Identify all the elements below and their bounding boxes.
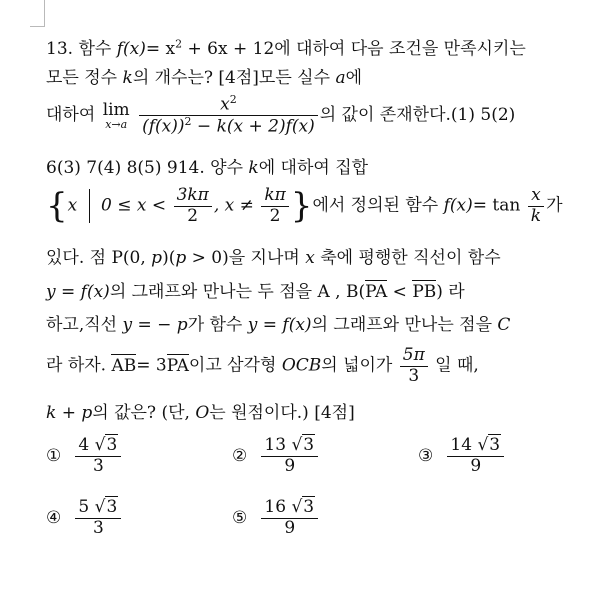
problem-line-3 [46, 94, 515, 137]
math-fx: f(x) [116, 39, 146, 59]
problem-number: 13. [46, 39, 74, 59]
limit-operator [102, 99, 130, 131]
choice-den: 3 [92, 517, 104, 538]
text-segment: 가 [546, 195, 563, 216]
math-a: a [335, 68, 346, 88]
set-divider [89, 189, 90, 223]
den-exp: 2 [184, 115, 192, 129]
problem-line-2 [46, 63, 362, 88]
page-corner-mark [30, 0, 45, 27]
math-y-eq-f: y = f(x) [247, 315, 312, 335]
text-segment: 하고,직선 [46, 315, 118, 335]
text-segment: 의 값은? (단, [92, 403, 190, 423]
segment-AB: AB [111, 355, 137, 376]
set-fraction-1 [174, 186, 212, 226]
segment-PA: PA [166, 355, 189, 376]
math-p: p [151, 248, 163, 268]
fraction-denominator [139, 116, 318, 137]
text-segment: 모든 정수 [46, 68, 118, 88]
text-segment: 가 함수 [187, 315, 243, 335]
text-segment: 축에 평행한 직선이 함수 [320, 248, 501, 268]
text-segment: 일 때, [435, 355, 479, 376]
text-segment: < [387, 282, 413, 302]
text-segment: 6(3) 7(4) 8(5) 914. 양수 [46, 158, 244, 178]
coef: 4 [78, 435, 90, 455]
problem-line-6 [46, 243, 501, 268]
area-fraction [400, 346, 428, 386]
problem-line-8 [46, 310, 510, 335]
choice-4[interactable] [46, 498, 123, 538]
math-k: k [122, 68, 133, 88]
text-segment: 는 원점이다.) [4점] [209, 403, 355, 423]
problem-line-4 [46, 153, 368, 178]
limit-fraction [139, 94, 318, 137]
choice-mark: ① [46, 445, 62, 466]
fraction-numerator [139, 94, 318, 116]
set-f2-num: kπ [261, 186, 288, 207]
choice-num: 16 √3 [261, 498, 318, 519]
math-O: O [195, 403, 210, 423]
segment-PA: PA [365, 282, 388, 302]
text-segment: 에 대하여 다음 조건을 만족시키는 [274, 39, 526, 59]
num-exp: 2 [229, 93, 237, 106]
den-rest: − k(x + 2)f(x) [191, 116, 315, 137]
choice-fraction [75, 498, 121, 538]
text-segment: = 3 [136, 355, 167, 376]
tan-num: x [528, 186, 544, 207]
choice-num: 13 √3 [261, 436, 318, 457]
set-condition: 0 ≤ x < [101, 195, 167, 216]
text-segment: )( [162, 248, 176, 268]
tan-fraction [528, 186, 544, 226]
math-y-eq-f: y = f(x) [46, 282, 110, 302]
set-fraction-2 [261, 186, 288, 226]
text-segment: 의 넓이가 [321, 355, 393, 376]
right-brace: } [290, 186, 313, 227]
radicand: 3 [106, 497, 118, 517]
text-segment: > 0)을 지나며 [186, 248, 300, 268]
choice-5[interactable] [232, 498, 320, 538]
set-comma: , x ≠ [213, 195, 254, 216]
text-segment: 의 개수는? [4점]모든 실수 [132, 68, 331, 88]
math-fdef: = x [145, 39, 176, 59]
radicand: 3 [303, 435, 315, 455]
segment-PB: PB [412, 282, 437, 302]
text-segment: ) 라 [436, 282, 465, 302]
math-C: C [497, 315, 511, 335]
set-f2-den: 2 [269, 205, 281, 226]
coef: 14 [450, 435, 473, 455]
math-fdef-rest: + 6x + 12 [182, 39, 275, 59]
coef: 16 [264, 497, 287, 517]
choice-fraction [447, 436, 504, 476]
choice-fraction [261, 436, 318, 476]
text-segment: 라 하자. [46, 355, 107, 376]
choice-num: 5 √3 [75, 498, 121, 519]
area-den: 3 [408, 365, 420, 386]
math-k-plus-p: k + p [46, 403, 93, 423]
coef: 5 [78, 497, 90, 517]
problem-line-1 [46, 34, 526, 59]
problem-line-10 [46, 398, 355, 423]
math-fx: f(x) [443, 195, 473, 216]
problem-line-5 [46, 186, 563, 226]
math-y-eq-mp: y = − p [122, 315, 188, 335]
left-brace: { [46, 186, 68, 227]
text-segment: 대하여 [46, 105, 96, 126]
choice-mark: ④ [46, 507, 62, 528]
choice-mark: ③ [418, 445, 434, 466]
math-exp: 2 [175, 37, 183, 51]
choice-den: 9 [470, 455, 482, 476]
choice-fraction [75, 436, 121, 476]
math-x-axis: x [305, 248, 315, 268]
problem-line-9 [46, 346, 479, 386]
text-segment: 있다. 점 P(0, [46, 248, 152, 268]
num-x: x [220, 94, 230, 115]
problem-line-7 [46, 277, 465, 302]
text-segment: 에 [345, 68, 363, 88]
radicand: 3 [489, 435, 501, 455]
set-f1-den: 2 [187, 205, 199, 226]
den-f: (f(x)) [142, 116, 185, 137]
choice-den: 3 [92, 455, 104, 476]
lim-word: lim [102, 99, 130, 120]
text-segment: 의 그래프와 만나는 점을 [311, 315, 493, 335]
text-segment: 의 값이 존재한다.(1) 5(2) [319, 105, 516, 126]
choice-num: 4 √3 [75, 436, 121, 457]
choice-1[interactable] [46, 436, 123, 476]
math-OCB: OCB [281, 355, 322, 376]
math-p: p [175, 248, 187, 268]
set-variable: x [67, 195, 78, 216]
text-segment: 에 대하여 집합 [258, 158, 369, 178]
choice-den: 9 [284, 517, 296, 538]
tan-den: k [530, 205, 542, 226]
text-segment: 함수 [78, 39, 112, 59]
area-num: 5π [400, 346, 428, 367]
lim-subscript: x→a [105, 117, 128, 131]
choice-mark: ② [232, 445, 248, 466]
choice-3[interactable] [418, 436, 506, 476]
choice-num: 14 √3 [447, 436, 504, 457]
choice-2[interactable] [232, 436, 320, 476]
choice-mark: ⑤ [232, 507, 248, 528]
text-segment: 의 그래프와 만나는 두 점을 A , B( [109, 282, 366, 302]
math-tan: = tan [472, 195, 521, 216]
text-segment: 이고 삼각형 [188, 355, 277, 376]
radicand: 3 [106, 435, 118, 455]
choice-den: 9 [284, 455, 296, 476]
radicand: 3 [303, 497, 315, 517]
text-segment: 에서 정의된 함수 [312, 195, 439, 216]
math-k: k [248, 158, 259, 178]
coef: 13 [264, 435, 287, 455]
choice-fraction [261, 498, 318, 538]
set-f1-num: 3kπ [174, 186, 212, 207]
